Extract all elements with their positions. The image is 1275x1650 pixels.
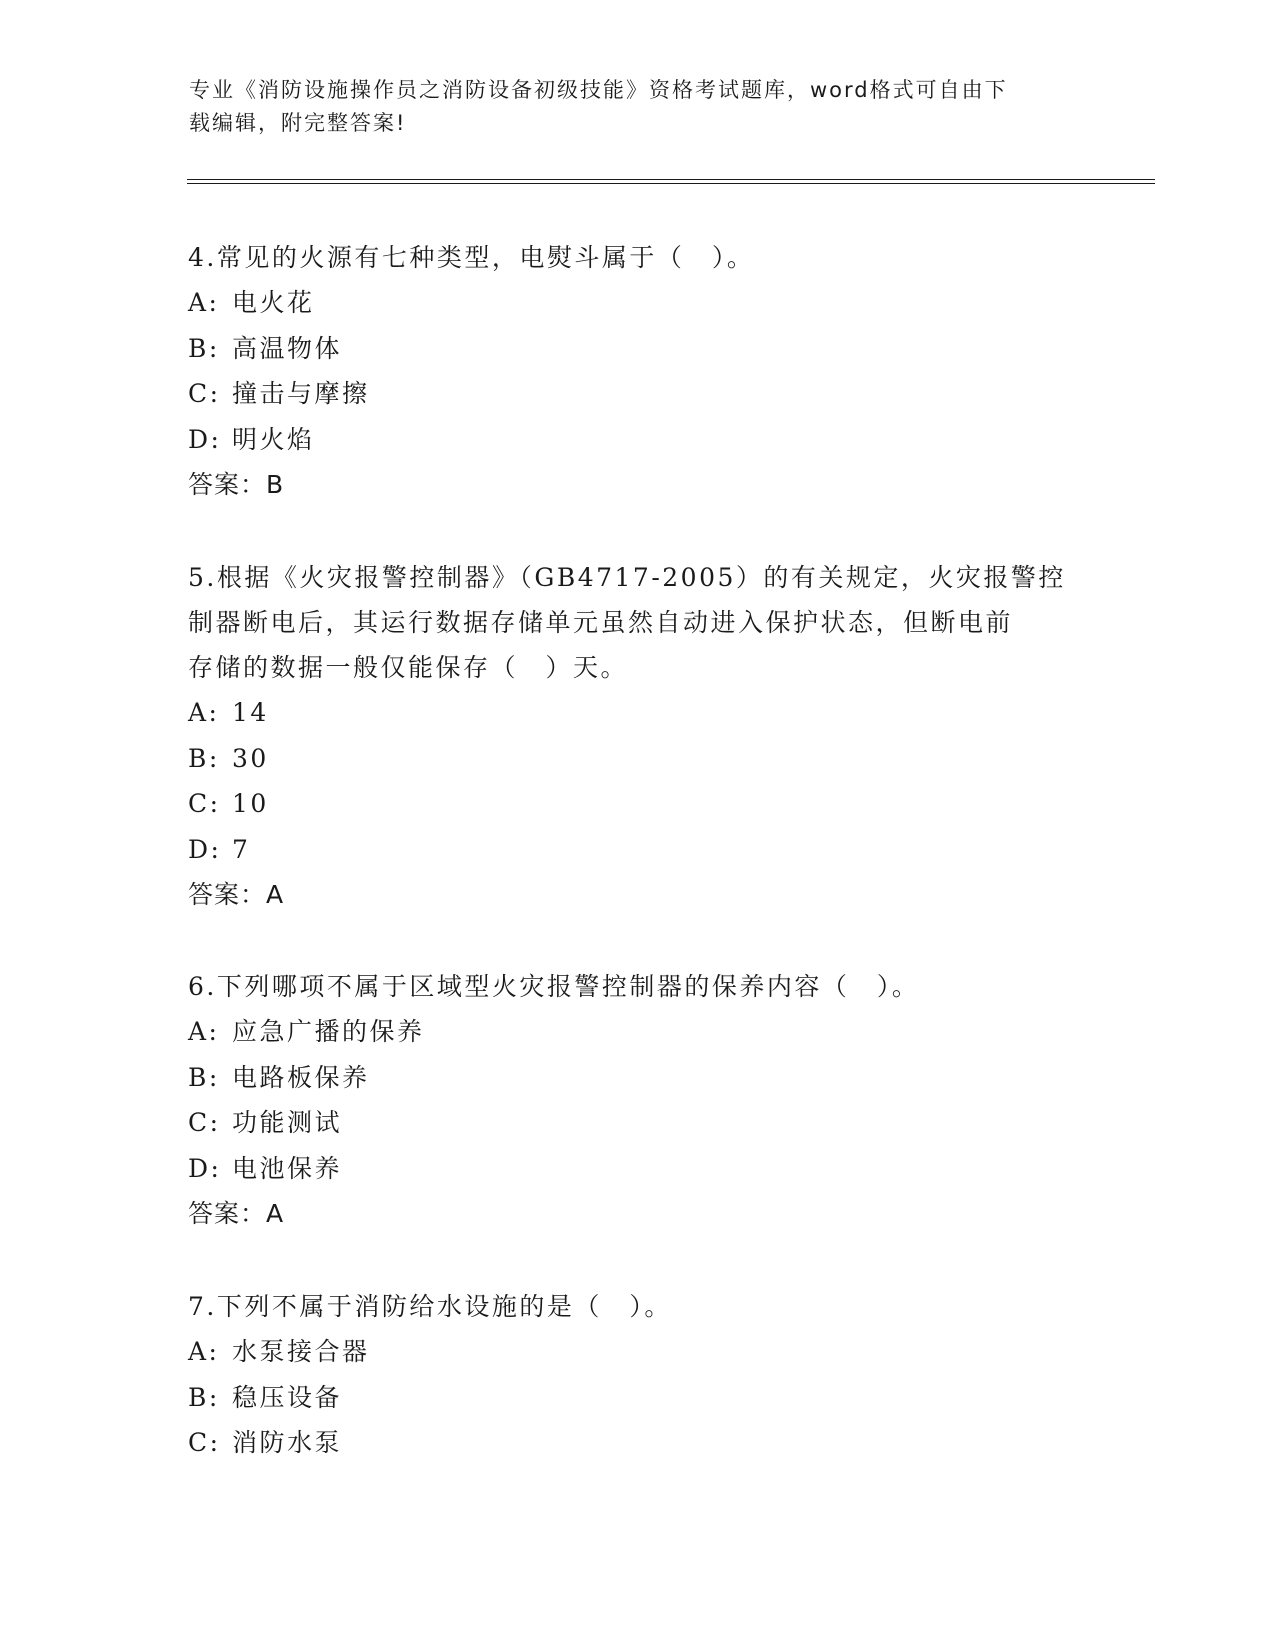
question-stem: 6.下列哪项不属于区域型火灾报警控制器的保养内容（ ）。	[188, 972, 920, 1001]
question-stem-line-2: 制器断电后，其运行数据存储单元虽然自动进入保护状态，但断电前	[188, 608, 1014, 637]
option-text: 7	[232, 834, 251, 864]
option-text: 明火焰	[232, 424, 315, 454]
option-label: C:	[188, 1428, 221, 1457]
option-text: 10	[232, 789, 269, 818]
option-d	[188, 827, 1088, 873]
option-b	[188, 1055, 1088, 1101]
option-text: 14	[232, 698, 269, 727]
option-text: 功能测试	[232, 1108, 343, 1137]
header-line-2: 载编辑，附完整答案!	[189, 111, 407, 135]
option-label: A:	[188, 698, 220, 727]
option-label: C:	[188, 1108, 221, 1137]
option-label: A:	[188, 288, 220, 317]
option-label: B:	[188, 1382, 220, 1412]
option-d	[188, 1146, 1088, 1192]
question-6	[188, 964, 1088, 1237]
answer: 答案：A	[188, 1199, 285, 1228]
option-a	[188, 1009, 1088, 1055]
option-c	[188, 1420, 1088, 1466]
option-a	[188, 1329, 1088, 1375]
option-text: 稳压设备	[232, 1382, 343, 1412]
option-b	[188, 736, 1088, 782]
option-d	[188, 417, 1088, 463]
option-label: C:	[188, 789, 221, 818]
option-label: C:	[188, 379, 221, 408]
option-label: A:	[188, 1017, 220, 1046]
answer: 答案：B	[188, 470, 285, 499]
question-7	[188, 1284, 1088, 1466]
option-text: 30	[232, 743, 269, 773]
option-label: B:	[188, 743, 220, 773]
header-line-1: 专业《消防设施操作员之消防设备初级技能》资格考试题库，word格式可自由下	[189, 78, 1008, 102]
question-5	[188, 555, 1088, 918]
option-text: 电池保养	[232, 1153, 343, 1183]
option-label: B:	[188, 1062, 220, 1092]
question-4	[188, 235, 1088, 508]
option-label: A:	[188, 1337, 220, 1366]
question-stem: 4.常见的火源有七种类型，电熨斗属于（ ）。	[188, 243, 755, 272]
option-text: 应急广播的保养	[232, 1017, 425, 1046]
option-b	[188, 1375, 1088, 1421]
option-a	[188, 690, 1088, 736]
option-a	[188, 280, 1088, 326]
document-header	[189, 74, 1089, 140]
option-c	[188, 1100, 1088, 1146]
option-text: 高温物体	[232, 333, 343, 363]
answer: 答案：A	[188, 880, 285, 909]
option-c	[188, 781, 1088, 827]
option-label: D:	[188, 1153, 222, 1183]
option-b	[188, 326, 1088, 372]
option-label: D:	[188, 424, 222, 454]
header-divider-bottom	[187, 183, 1155, 184]
option-text: 电路板保养	[232, 1062, 370, 1092]
option-text: 水泵接合器	[232, 1337, 370, 1366]
option-text: 撞击与摩擦	[232, 379, 370, 408]
option-c	[188, 371, 1088, 417]
option-text: 电火花	[232, 288, 315, 317]
question-stem-line-3: 存储的数据一般仅能保存（ ）天。	[188, 653, 629, 682]
option-label: B:	[188, 333, 220, 363]
question-stem: 7.下列不属于消防给水设施的是（ ）。	[188, 1292, 672, 1321]
question-stem-line-1: 5.根据《火灾报警控制器》（GB4717-2005）的有关规定，火灾报警控	[188, 563, 1066, 592]
option-label: D:	[188, 834, 222, 864]
option-text: 消防水泵	[232, 1428, 343, 1457]
header-divider-top	[187, 179, 1155, 180]
